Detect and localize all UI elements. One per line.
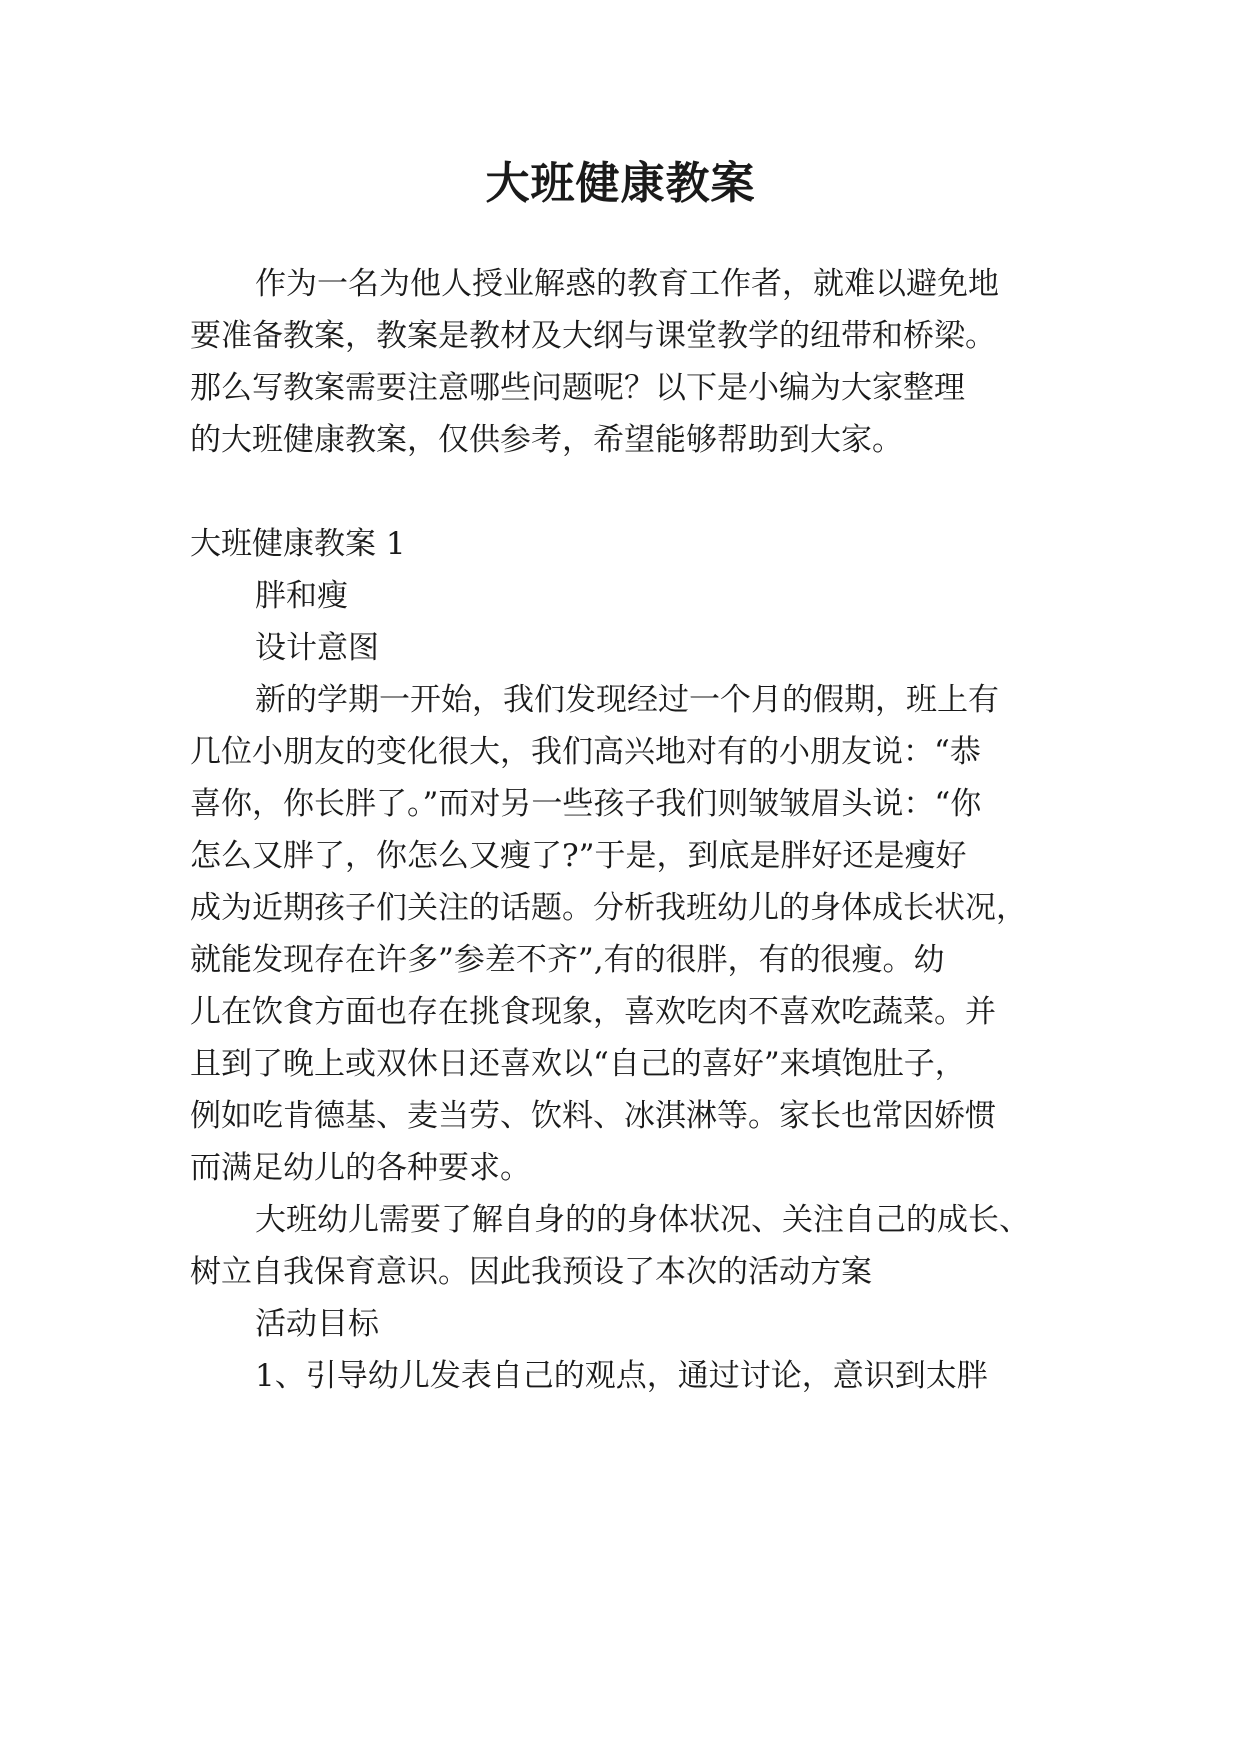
design-para-line: 新的学期一开始，我们发现经过一个月的假期，班上有 [255, 682, 999, 718]
design-para-line: 怎么又胖了，你怎么又瘦了?”于是，到底是胖好还是瘦好 [190, 838, 967, 874]
design-para-line: 例如吃肯德基、麦当劳、饮料、冰淇淋等。家长也常因娇惯 [190, 1098, 996, 1134]
design-para2-line: 树立自我保育意识。因此我预设了本次的活动方案 [190, 1254, 872, 1290]
design-para-line: 成为近期孩子们关注的话题。分析我班幼儿的身体成长状况， [190, 890, 1027, 926]
goals-heading: 活动目标 [255, 1306, 379, 1342]
intro-line: 的大班健康教案，仅供参考，希望能够帮助到大家。 [190, 422, 903, 458]
section-heading: 大班健康教案 1 [190, 526, 406, 562]
lesson-title: 胖和瘦 [255, 578, 348, 614]
design-para-line: 几位小朋友的变化很大，我们高兴地对有的小朋友说：“恭 [190, 734, 981, 770]
design-para-line: 且到了晚上或双休日还喜欢以“自己的喜好”来填饱肚子， [190, 1046, 966, 1082]
design-heading: 设计意图 [255, 630, 379, 666]
document-title: 大班健康教案 [485, 158, 756, 209]
design-para-line: 而满足幼儿的各种要求。 [190, 1150, 531, 1186]
design-para-line: 喜你，你长胖了。”而对另一些孩子我们则皱皱眉头说：“你 [190, 786, 982, 822]
design-para-line: 儿在饮食方面也存在挑食现象，喜欢吃肉不喜欢吃蔬菜。并 [190, 994, 996, 1030]
intro-line: 那么写教案需要注意哪些问题呢？以下是小编为大家整理 [190, 370, 965, 406]
intro-line: 要准备教案，教案是教材及大纲与课堂教学的纽带和桥梁。 [190, 318, 996, 354]
design-para2-line: 大班幼儿需要了解自身的的身体状况、关注自己的成长、 [255, 1202, 1030, 1238]
intro-line: 作为一名为他人授业解惑的教育工作者，就难以避免地 [255, 266, 999, 302]
goal-item: 1、引导幼儿发表自己的观点，通过讨论，意识到太胖 [255, 1358, 988, 1394]
design-para-line: 就能发现存在许多”参差不齐”,有的很胖，有的很瘦。幼 [190, 942, 945, 978]
